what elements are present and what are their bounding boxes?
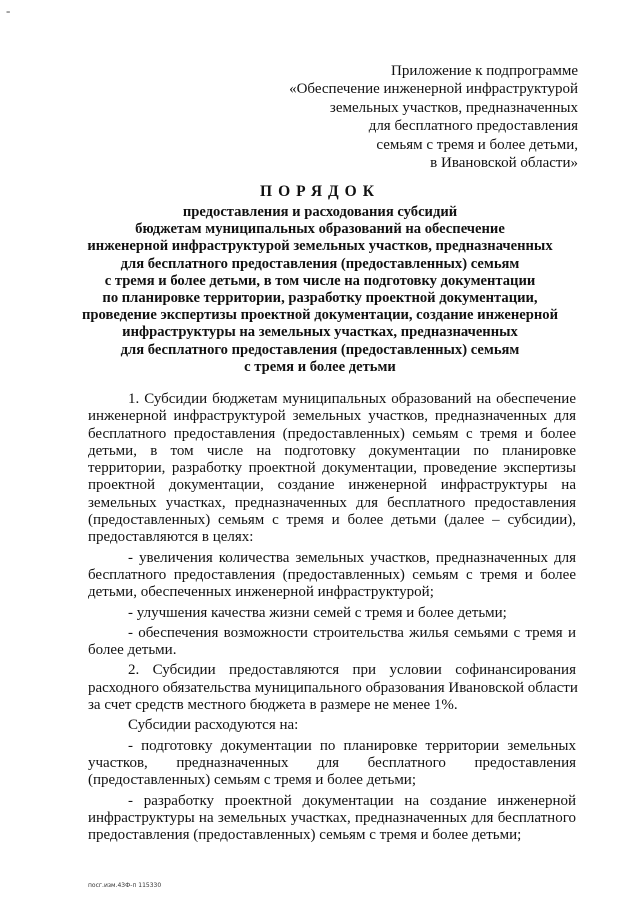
document-title: ПОРЯДОК (260, 183, 380, 200)
subtitle-line: бюджетам муниципальных образований на обеспечение (135, 221, 505, 238)
subtitle-line: проведение экспертизы проектной документации, создание инженерной (82, 307, 558, 324)
body-line: расходного обязательства муниципального образования Ивановской области (88, 679, 578, 696)
body-line: за счет средств местного бюджета в размере не менее 1%. (88, 697, 458, 714)
body-line: инфраструктуры на земельных участках, предназначенных для бесплатного (88, 809, 576, 826)
appendix-line: земельных участков, предназначенных (329, 99, 578, 116)
appendix-line: для бесплатного предоставления (368, 118, 578, 135)
document-subtitle (0, 204, 640, 376)
body-line: более детьми. (88, 642, 177, 659)
body-line: территории, разработку проектной документации, проведение экспертизы (88, 460, 576, 477)
body-line: бесплатного предоставления (предоставленных) семьям с тремя и более (88, 425, 576, 442)
body-line: - обеспечения возможности строительства жилья семьями с тремя и (128, 624, 576, 641)
appendix-line: Приложение к подпрограмме (390, 63, 578, 79)
appendix-line: семьям с тремя и более детьми, (376, 136, 578, 153)
footer-code: посг.изм.43Ф-п 115330 (88, 882, 162, 889)
body-line: бесплатного предоставления (предоставленных) семьям с тремя и более (88, 566, 576, 583)
body-line: 1. Субсидии бюджетам муниципальных образований на обеспечение (128, 391, 576, 407)
body-line: детьми, в том числе на подготовку документации по планировке (88, 442, 576, 459)
subtitle-line: с тремя и более детьми, в том числе на подготовку документации (104, 272, 536, 289)
subtitle-line: с тремя и более детьми (244, 358, 396, 375)
body-line: земельных участках, предназначенных для бесплатного предоставления (88, 494, 576, 511)
body-line: (предоставленных) семьям с тремя и более детьми; (88, 772, 417, 789)
body-line: проектной документации, создание инженерной инфраструктуры на (88, 477, 576, 494)
body-line: детьми, обеспеченных инженерной инфраструктурой; (88, 584, 434, 601)
subtitle-line: для бесплатного предоставления (предоставленных) семьям (120, 341, 520, 358)
appendix-line: «Обеспечение инженерной инфраструктурой (289, 81, 578, 98)
body-line: предоставляются в целях: (88, 529, 254, 546)
body-line: инженерной инфраструктурой земельных участков, предназначенных для (88, 408, 576, 425)
body-line: - подготовку документации по планировке территории земельных (128, 737, 576, 754)
body-line: - улучшения качества жизни семей с тремя и более детьми; (128, 604, 507, 621)
body-line: Субсидии расходуются на: (128, 717, 299, 734)
document-body (88, 391, 576, 844)
subtitle-line: для бесплатного предоставления (предоставленных) семьям (120, 255, 520, 272)
subtitle-line: инженерной инфраструктурой земельных участков, предназначенных (87, 238, 553, 255)
subtitle-line: по планировке территории, разработку проектной документации, (102, 290, 538, 307)
body-line: предоставления (предоставленных) семьям с тремя и более детьми; (88, 827, 522, 844)
body-line: - увеличения количества земельных участков, предназначенных для (128, 549, 576, 566)
body-line: 2. Субсидии предоставляются при условии софинансирования (128, 662, 576, 679)
subtitle-line: инфраструктуры на земельных участках, предназначенных (122, 324, 518, 341)
body-line: (предоставленных) семьям с тремя и более детьми (далее – субсидии), (88, 512, 576, 529)
appendix-header (258, 62, 578, 172)
page-mark: - (6, 3, 11, 18)
appendix-line: в Ивановской области» (430, 155, 578, 172)
subtitle-line: предоставления и расходования субсидий (182, 204, 458, 220)
body-line: участков, предназначенных для бесплатного предоставления (88, 754, 576, 771)
body-line: - разработку проектной документации на создание инженерной (128, 792, 576, 809)
